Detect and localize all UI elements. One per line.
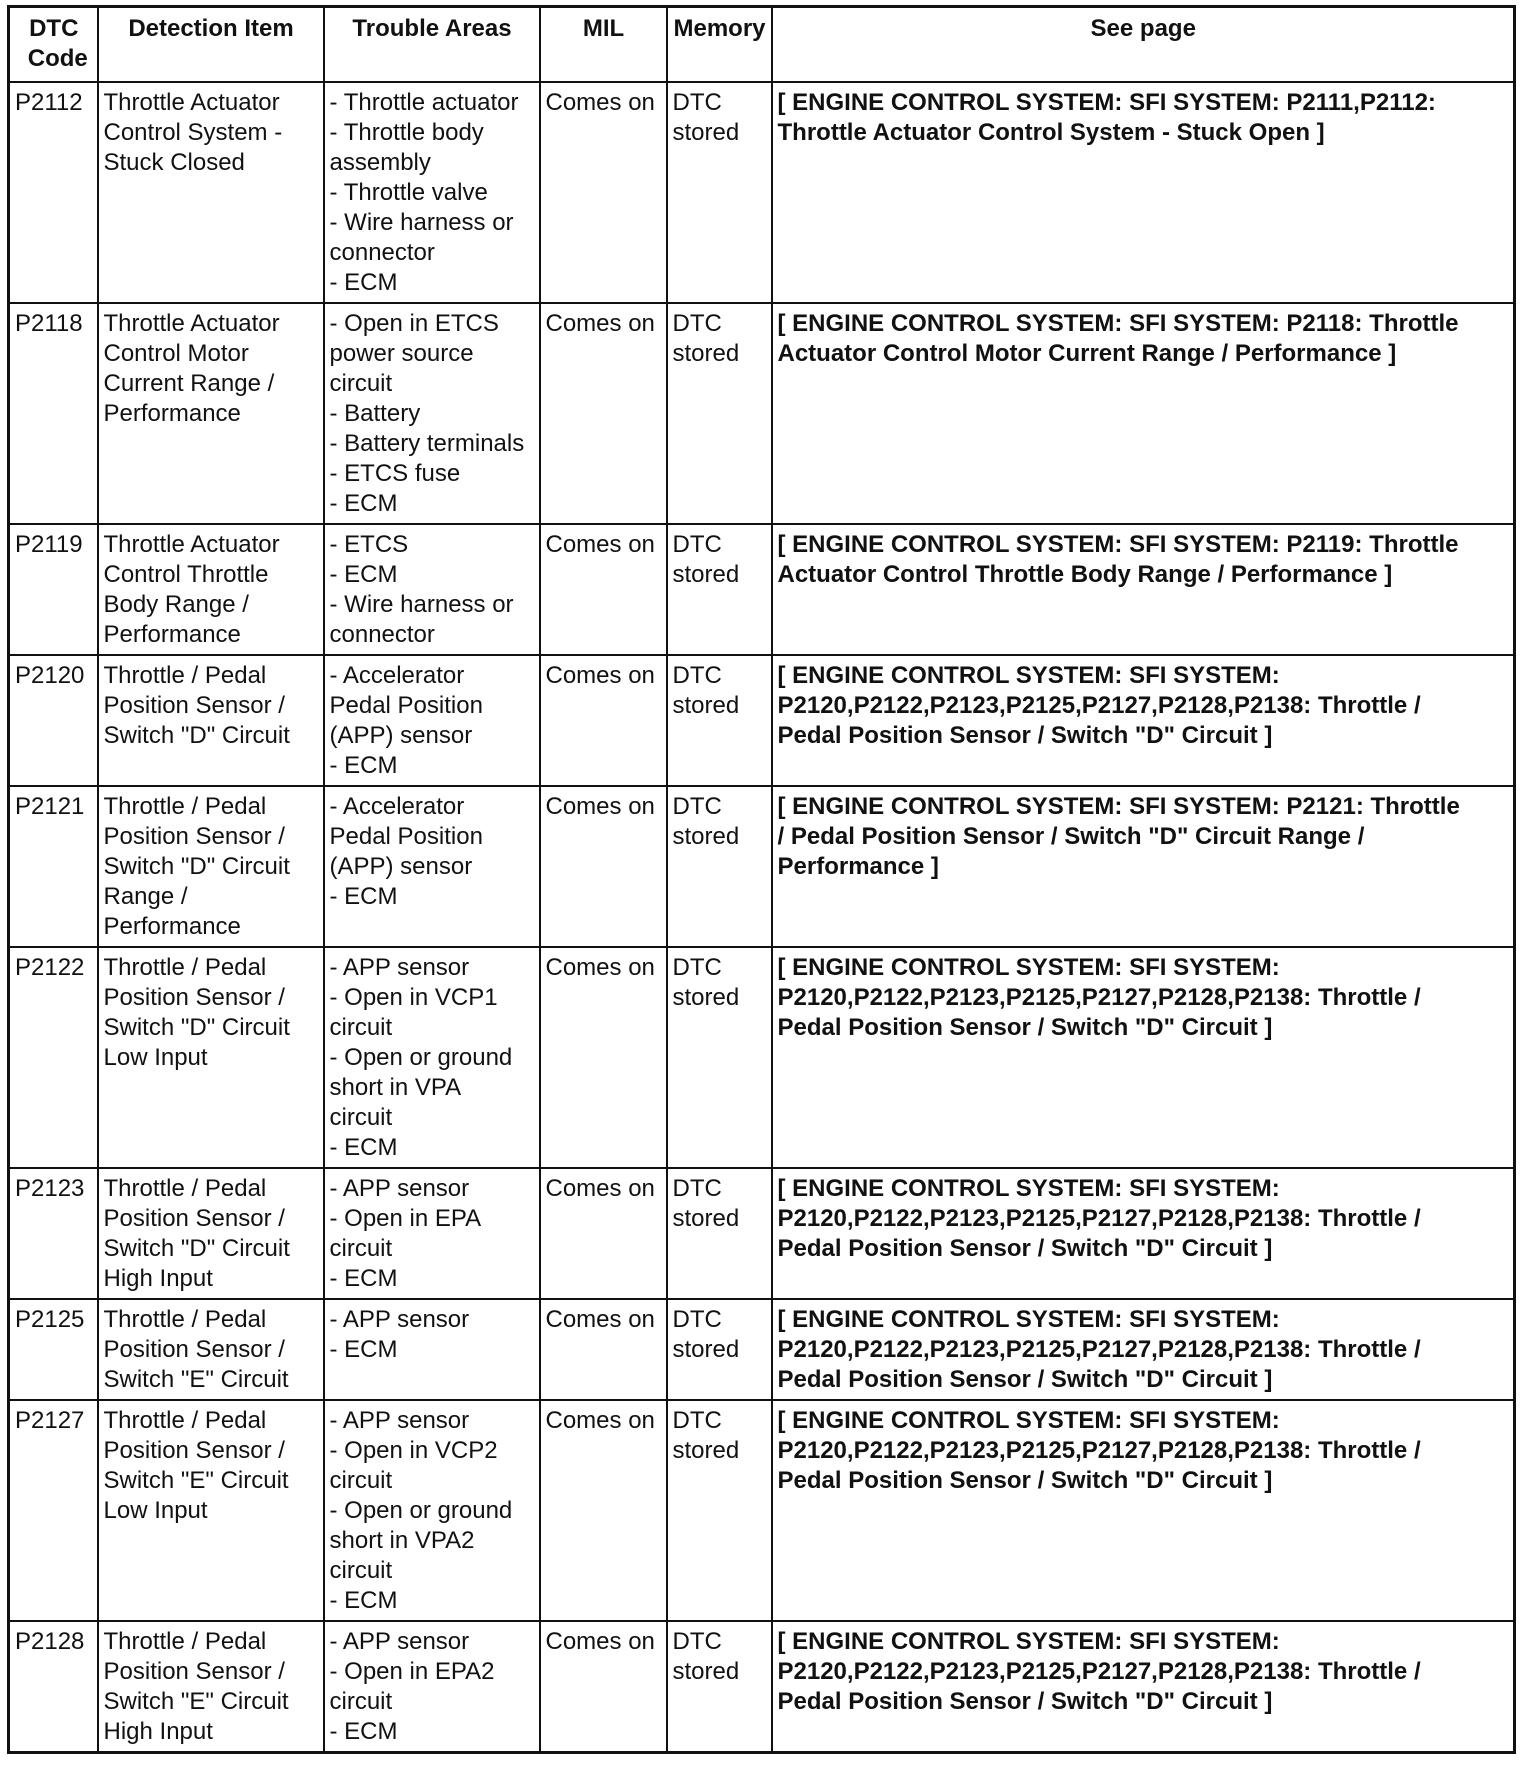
mil-status: Comes on [545, 1306, 655, 1333]
dtc-code-cell [9, 82, 98, 303]
mil-cell [540, 524, 667, 655]
detection-item-line: Low Input [103, 1044, 208, 1071]
see-page-reference-line: Pedal Position Sensor / Switch "D" Circuit ] [777, 1366, 1273, 1393]
trouble-area-line: - ETCS fuse [329, 460, 461, 487]
memory-line: stored [672, 692, 740, 719]
mil-status: Comes on [545, 89, 655, 116]
memory-line: stored [672, 561, 740, 588]
trouble-area-line: - Throttle valve [329, 179, 488, 206]
trouble-areas-cell [324, 82, 540, 303]
detection-item-line: Control Throttle [103, 561, 269, 588]
mil-cell [540, 82, 667, 303]
trouble-area-line: circuit [329, 1557, 393, 1584]
dtc-code: P2127 [15, 1407, 85, 1434]
see-page-cell [772, 524, 1515, 655]
detection-item-line: Switch "D" Circuit [103, 1014, 290, 1041]
trouble-area-line: - Open in ETCS [329, 310, 499, 337]
see-page-reference-line: P2120,P2122,P2123,P2125,P2127,P2128,P2138: Throttle / [777, 692, 1421, 719]
mil-cell [540, 1299, 667, 1400]
detection-item-cell [98, 1299, 324, 1400]
trouble-area-line: - Open in VCP1 [329, 984, 498, 1011]
table-row [9, 1400, 1515, 1621]
detection-item-cell [98, 786, 324, 947]
trouble-area-line: - Accelerator [329, 662, 465, 689]
dtc-code: P2125 [15, 1306, 85, 1333]
dtc-code-cell [9, 524, 98, 655]
trouble-area-line: - APP sensor [329, 1628, 470, 1655]
mil-status: Comes on [545, 1407, 655, 1434]
dtc-code-cell [9, 303, 98, 524]
trouble-area-line: (APP) sensor [329, 853, 473, 880]
memory-cell [667, 786, 772, 947]
see-page-cell [772, 1621, 1515, 1753]
detection-item-line: Position Sensor / [103, 692, 285, 719]
dtc-code: P2119 [15, 531, 83, 558]
mil-status: Comes on [545, 662, 655, 689]
memory-cell [667, 524, 772, 655]
detection-item-line: Throttle / Pedal [103, 1306, 267, 1333]
detection-item-line: Switch "D" Circuit [103, 1235, 290, 1262]
detection-item-line: Throttle / Pedal [103, 1407, 267, 1434]
mil-status: Comes on [545, 310, 655, 337]
memory-line: stored [672, 1205, 740, 1232]
mil-cell [540, 1168, 667, 1299]
see-page-cell [772, 1299, 1515, 1400]
dtc-code: P2122 [15, 954, 85, 981]
memory-line: DTC [672, 1306, 722, 1333]
detection-item-line: Current Range / [103, 370, 275, 397]
table-row [9, 947, 1515, 1168]
header-dtc-code-label: DTC Code [27, 15, 88, 72]
trouble-area-line: - ECM [329, 752, 398, 779]
detection-item-line: Range / [103, 883, 188, 910]
detection-item-line: Switch "D" Circuit [103, 722, 290, 749]
memory-line: DTC [672, 954, 722, 981]
see-page-reference-line: Actuator Control Motor Current Range / Performance ] [777, 340, 1397, 367]
detection-item-line: Throttle / Pedal [103, 1175, 267, 1202]
memory-line: DTC [672, 310, 722, 337]
memory-cell [667, 1168, 772, 1299]
trouble-areas-cell [324, 786, 540, 947]
header-trouble-areas: Trouble Areas [324, 7, 540, 83]
see-page-reference-line: Actuator Control Throttle Body Range / Performance ] [777, 561, 1393, 588]
header-memory: Memory [667, 7, 772, 83]
trouble-area-line: circuit [329, 1104, 393, 1131]
dtc-code: P2120 [15, 662, 85, 689]
detection-item-line: Position Sensor / [103, 1336, 285, 1363]
see-page-reference-line: P2120,P2122,P2123,P2125,P2127,P2128,P2138: Throttle / [777, 1336, 1421, 1363]
see-page-cell [772, 1168, 1515, 1299]
see-page-reference-line: [ ENGINE CONTROL SYSTEM: SFI SYSTEM: [777, 1306, 1280, 1333]
trouble-area-line: - ECM [329, 1134, 398, 1161]
memory-line: DTC [672, 662, 722, 689]
table-row [9, 1621, 1515, 1753]
trouble-area-line: circuit [329, 1688, 393, 1715]
detection-item-cell [98, 947, 324, 1168]
see-page-reference-line: [ ENGINE CONTROL SYSTEM: SFI SYSTEM: [777, 954, 1280, 981]
memory-cell [667, 82, 772, 303]
detection-item-cell [98, 655, 324, 786]
trouble-area-line: - APP sensor [329, 954, 470, 981]
detection-item-cell [98, 1621, 324, 1753]
memory-line: stored [672, 1336, 740, 1363]
header-dtc-code [9, 7, 98, 83]
memory-cell [667, 303, 772, 524]
detection-item-line: Performance [103, 400, 241, 427]
trouble-area-line: Pedal Position [329, 823, 483, 850]
dtc-table [7, 5, 1516, 1754]
detection-item-line: Performance [103, 621, 241, 648]
memory-cell [667, 947, 772, 1168]
see-page-reference-line: P2120,P2122,P2123,P2125,P2127,P2128,P2138: Throttle / [777, 1658, 1421, 1685]
memory-line: DTC [672, 1175, 722, 1202]
trouble-area-line: - Open or ground [329, 1044, 513, 1071]
detection-item-line: Throttle / Pedal [103, 662, 267, 689]
detection-item-line: Throttle Actuator [103, 89, 280, 116]
table-header [9, 7, 1515, 83]
table-body [9, 82, 1515, 1753]
see-page-reference-line: Performance ] [777, 853, 939, 880]
see-page-reference-line: [ ENGINE CONTROL SYSTEM: SFI SYSTEM: P2119: Throttle [777, 531, 1459, 558]
table-row [9, 303, 1515, 524]
detection-item-line: Switch "D" Circuit [103, 853, 290, 880]
detection-item-cell [98, 1400, 324, 1621]
header-see-page: See page [772, 7, 1515, 83]
trouble-area-line: - ECM [329, 561, 398, 588]
detection-item-line: Position Sensor / [103, 1658, 285, 1685]
memory-line: DTC [672, 1407, 722, 1434]
see-page-reference-line: P2120,P2122,P2123,P2125,P2127,P2128,P2138: Throttle / [777, 1437, 1421, 1464]
memory-cell [667, 1299, 772, 1400]
see-page-reference-line: Throttle Actuator Control System - Stuck Open ] [777, 119, 1325, 146]
trouble-area-line: circuit [329, 1235, 393, 1262]
trouble-area-line: connector [329, 239, 435, 266]
detection-item-cell [98, 303, 324, 524]
table-row [9, 82, 1515, 303]
detection-item-line: Low Input [103, 1497, 208, 1524]
mil-cell [540, 786, 667, 947]
trouble-area-line: - Open in EPA [329, 1205, 482, 1232]
see-page-reference-line: [ ENGINE CONTROL SYSTEM: SFI SYSTEM: P2121: Throttle [777, 793, 1460, 820]
mil-cell [540, 655, 667, 786]
trouble-area-line: circuit [329, 1014, 393, 1041]
trouble-area-line: - Throttle body [329, 119, 484, 146]
trouble-areas-cell [324, 303, 540, 524]
trouble-areas-cell [324, 655, 540, 786]
trouble-area-line: assembly [329, 149, 431, 176]
trouble-areas-cell [324, 947, 540, 1168]
trouble-area-line: - Throttle actuator [329, 89, 519, 116]
detection-item-line: High Input [103, 1265, 213, 1292]
trouble-area-line: - ECM [329, 490, 398, 517]
memory-line: DTC [672, 531, 722, 558]
trouble-area-line: power source [329, 340, 474, 367]
detection-item-line: Control Motor [103, 340, 249, 367]
mil-cell [540, 1621, 667, 1753]
memory-line: stored [672, 823, 740, 850]
mil-status: Comes on [545, 531, 655, 558]
detection-item-line: Position Sensor / [103, 1205, 285, 1232]
see-page-cell [772, 786, 1515, 947]
memory-line: DTC [672, 1628, 722, 1655]
see-page-reference-line: Pedal Position Sensor / Switch "D" Circuit ] [777, 1688, 1273, 1715]
memory-line: DTC [672, 793, 722, 820]
trouble-area-line: - ECM [329, 1336, 398, 1363]
detection-item-line: Performance [103, 913, 241, 940]
trouble-areas-cell [324, 1400, 540, 1621]
detection-item-cell [98, 82, 324, 303]
dtc-code-cell [9, 1299, 98, 1400]
trouble-area-line: - ECM [329, 1587, 398, 1614]
detection-item-line: Switch "E" Circuit [103, 1366, 289, 1393]
trouble-areas-cell [324, 1168, 540, 1299]
table-row [9, 786, 1515, 947]
header-row [9, 7, 1515, 83]
trouble-area-line: - ECM [329, 883, 398, 910]
trouble-areas-cell [324, 524, 540, 655]
memory-line: stored [672, 119, 740, 146]
see-page-reference-line: [ ENGINE CONTROL SYSTEM: SFI SYSTEM: [777, 1628, 1280, 1655]
mil-status: Comes on [545, 1175, 655, 1202]
see-page-reference-line: [ ENGINE CONTROL SYSTEM: SFI SYSTEM: [777, 1407, 1280, 1434]
see-page-reference-line: Pedal Position Sensor / Switch "D" Circuit ] [777, 722, 1273, 749]
see-page-reference-line: Pedal Position Sensor / Switch "D" Circuit ] [777, 1235, 1273, 1262]
detection-item-line: Control System - [103, 119, 283, 146]
see-page-reference-line: [ ENGINE CONTROL SYSTEM: SFI SYSTEM: [777, 662, 1280, 689]
table-row [9, 1299, 1515, 1400]
table-row [9, 1168, 1515, 1299]
trouble-area-line: - Wire harness or [329, 209, 514, 236]
dtc-code-cell [9, 947, 98, 1168]
detection-item-line: Switch "E" Circuit [103, 1688, 289, 1715]
mil-cell [540, 947, 667, 1168]
memory-line: stored [672, 984, 740, 1011]
trouble-area-line: connector [329, 621, 435, 648]
trouble-area-line: - ECM [329, 1265, 398, 1292]
detection-item-line: Position Sensor / [103, 1437, 285, 1464]
trouble-area-line: - APP sensor [329, 1306, 470, 1333]
see-page-reference-line: Pedal Position Sensor / Switch "D" Circuit ] [777, 1014, 1273, 1041]
dtc-code-cell [9, 1400, 98, 1621]
dtc-table-page [7, 5, 1516, 1754]
trouble-area-line: - APP sensor [329, 1407, 470, 1434]
see-page-cell [772, 82, 1515, 303]
trouble-area-line: - Wire harness or [329, 591, 514, 618]
memory-line: stored [672, 1437, 740, 1464]
detection-item-line: Throttle / Pedal [103, 954, 267, 981]
trouble-area-line: - APP sensor [329, 1175, 470, 1202]
dtc-code: P2112 [15, 89, 83, 116]
mil-status: Comes on [545, 954, 655, 981]
header-detection-item: Detection Item [98, 7, 324, 83]
see-page-reference-line: / Pedal Position Sensor / Switch "D" Circuit Range / [777, 823, 1365, 850]
dtc-code-cell [9, 1621, 98, 1753]
detection-item-line: Position Sensor / [103, 823, 285, 850]
trouble-area-line: - Open in VCP2 [329, 1437, 498, 1464]
trouble-area-line: - ECM [329, 1718, 398, 1745]
trouble-area-line: Pedal Position [329, 692, 483, 719]
dtc-code-cell [9, 786, 98, 947]
trouble-area-line: - Accelerator [329, 793, 465, 820]
trouble-area-line: circuit [329, 370, 393, 397]
dtc-code: P2118 [15, 310, 83, 337]
see-page-cell [772, 947, 1515, 1168]
mil-status: Comes on [545, 1628, 655, 1655]
memory-line: stored [672, 1658, 740, 1685]
see-page-reference-line: P2120,P2122,P2123,P2125,P2127,P2128,P2138: Throttle / [777, 1205, 1421, 1232]
trouble-area-line: short in VPA2 [329, 1527, 475, 1554]
detection-item-line: Throttle / Pedal [103, 1628, 267, 1655]
mil-cell [540, 303, 667, 524]
detection-item-line: High Input [103, 1718, 213, 1745]
trouble-area-line: circuit [329, 1467, 393, 1494]
see-page-reference-line: Pedal Position Sensor / Switch "D" Circuit ] [777, 1467, 1273, 1494]
detection-item-line: Body Range / [103, 591, 249, 618]
trouble-areas-cell [324, 1621, 540, 1753]
dtc-code-cell [9, 1168, 98, 1299]
header-mil: MIL [540, 7, 667, 83]
detection-item-line: Throttle Actuator [103, 310, 280, 337]
see-page-cell [772, 303, 1515, 524]
mil-status: Comes on [545, 793, 655, 820]
trouble-area-line: - Open or ground [329, 1497, 513, 1524]
trouble-area-line: (APP) sensor [329, 722, 473, 749]
detection-item-line: Throttle / Pedal [103, 793, 267, 820]
detection-item-cell [98, 1168, 324, 1299]
dtc-code: P2121 [15, 793, 85, 820]
detection-item-line: Throttle Actuator [103, 531, 280, 558]
detection-item-line: Switch "E" Circuit [103, 1467, 289, 1494]
trouble-area-line: - ETCS [329, 531, 409, 558]
memory-line: stored [672, 340, 740, 367]
see-page-reference-line: [ ENGINE CONTROL SYSTEM: SFI SYSTEM: P2111,P2112: [777, 89, 1436, 116]
trouble-area-line: - Battery terminals [329, 430, 525, 457]
see-page-reference-line: [ ENGINE CONTROL SYSTEM: SFI SYSTEM: [777, 1175, 1280, 1202]
trouble-area-line: - Battery [329, 400, 421, 427]
memory-cell [667, 655, 772, 786]
see-page-reference-line: [ ENGINE CONTROL SYSTEM: SFI SYSTEM: P2118: Throttle [777, 310, 1459, 337]
trouble-area-line: - ECM [329, 269, 398, 296]
dtc-code-cell [9, 655, 98, 786]
memory-cell [667, 1400, 772, 1621]
see-page-cell [772, 655, 1515, 786]
detection-item-line: Position Sensor / [103, 984, 285, 1011]
memory-line: DTC [672, 89, 722, 116]
mil-cell [540, 1400, 667, 1621]
trouble-area-line: - Open in EPA2 [329, 1658, 495, 1685]
dtc-code: P2128 [15, 1628, 85, 1655]
trouble-areas-cell [324, 1299, 540, 1400]
detection-item-line: Stuck Closed [103, 149, 245, 176]
memory-cell [667, 1621, 772, 1753]
table-row [9, 655, 1515, 786]
see-page-cell [772, 1400, 1515, 1621]
trouble-area-line: short in VPA [329, 1074, 462, 1101]
table-row [9, 524, 1515, 655]
detection-item-cell [98, 524, 324, 655]
see-page-reference-line: P2120,P2122,P2123,P2125,P2127,P2128,P2138: Throttle / [777, 984, 1421, 1011]
dtc-code: P2123 [15, 1175, 85, 1202]
